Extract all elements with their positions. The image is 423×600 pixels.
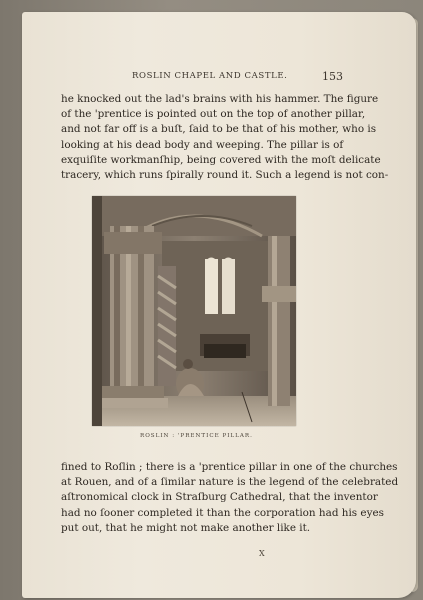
- text-line: aſtronomical clock in Straſburg Cathedral, that the inventor: [61, 491, 378, 504]
- chapel-interior-photo: [92, 196, 296, 426]
- text-line: tracery, which runs ſpirally round it. Such a legend is not con-: [61, 169, 389, 182]
- signature-mark: X: [259, 549, 265, 558]
- running-head: ROSLIN CHAPEL AND CASTLE.: [132, 71, 288, 81]
- text-line: put out, that he might not make another like it.: [61, 521, 311, 534]
- text-line: and not far off is a buſt, ſaid to be that of his mother, who is: [61, 123, 377, 136]
- photograph-plate: [92, 196, 296, 426]
- text-line: looking at his dead body and weeping. The pillar is of: [61, 138, 344, 151]
- text-line: he knocked out the lad's brains with his hammer. The figure: [61, 93, 379, 105]
- bottom-paragraph: [61, 460, 399, 536]
- top-paragraph: [61, 92, 389, 183]
- text-line: fined to Roſlin ; there is a 'prentice pillar in one of the churches: [61, 461, 398, 473]
- page-number: 153: [322, 70, 343, 83]
- text-line: had no ſooner completed it than the corporation had his eyes: [61, 506, 384, 519]
- text-line: at Rouen, and of a ſimilar nature is the legend of the celebrated: [61, 476, 399, 489]
- plate-caption: ROSLIN : 'PRENTICE PILLAR.: [140, 433, 253, 439]
- text-line: of the 'prentice is pointed out on the top of another pillar,: [61, 108, 366, 121]
- text-line: exquiſite workmanſhip, being covered with the moſt delicate: [61, 153, 381, 166]
